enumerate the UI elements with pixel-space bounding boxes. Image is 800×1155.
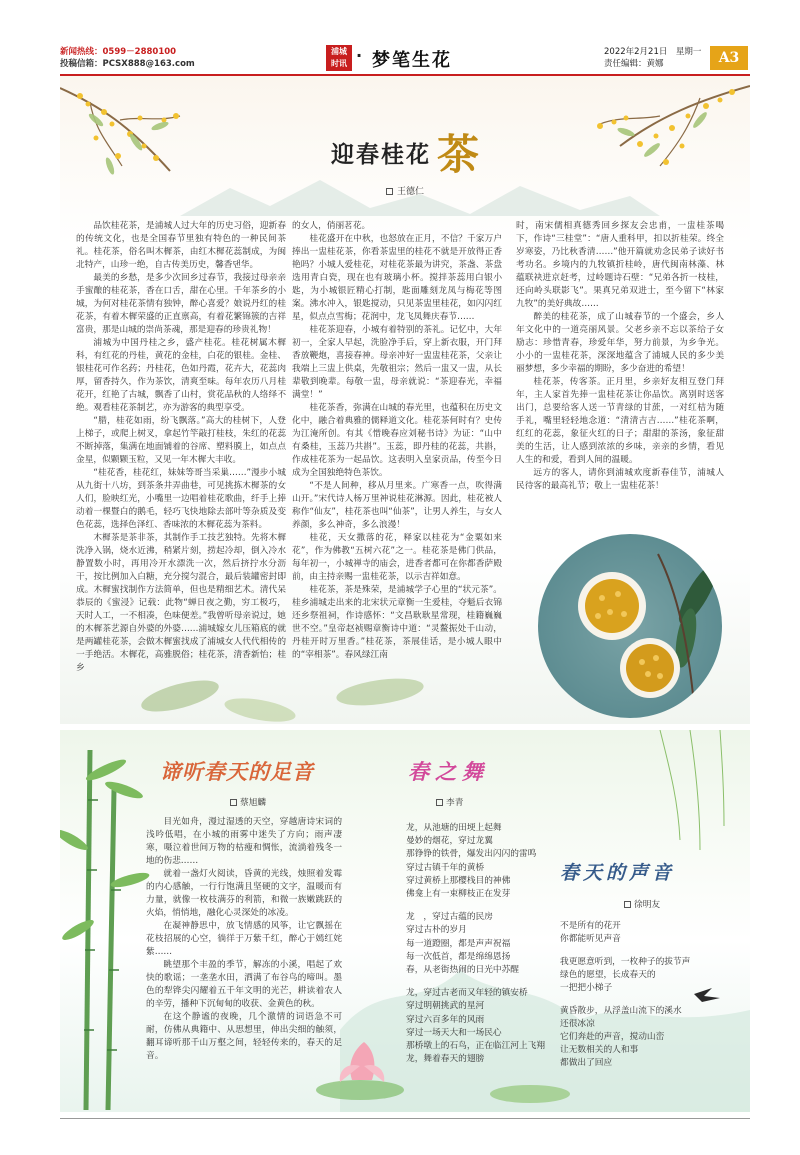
poem-line: 那桥墩上的石鸟，正在临江河上飞翔 (406, 1041, 545, 1052)
paragraph: 在这个静谧的夜晚，几个激情的词语急不可耐，仿佛从典籍中、从思想里，伸出尖细的触须，翻耳谛听那千山万壑之间，轻轻传来的，春天的足音。 (146, 1012, 342, 1061)
poem-line: 穿过黄桥上那樱栈目的神佛 (406, 875, 511, 886)
poem-line: 都做出了回应 (560, 1058, 613, 1068)
editor-credit: 责任编辑：黄娜 (604, 59, 664, 69)
poem-line: 一把把小梯子 (560, 983, 613, 993)
poem-line: 曼妙的烟花，穿过龙翼 (406, 836, 493, 847)
poem-3-author-name: 徐明友 (634, 900, 661, 910)
poem-2-body (406, 822, 556, 1076)
poem-1-author (230, 796, 266, 808)
stanza (406, 987, 556, 1066)
poem-2-author-name: 李青 (446, 798, 464, 808)
hotline-label: 新闻热线： (60, 47, 103, 57)
article-title-calligraphy: 茶 (436, 130, 479, 179)
paragraph: 眺望那个丰盈的季节，解冻的小溪，唱起了欢快的歌谣；一垄垄水田，洒满了布谷鸟的啼叫。墨色的犁铧尖闪耀着五千年文明的光芒，耕读着农人的辛劳，播种下沉甸甸的收获、金黄色的秋。 (146, 960, 342, 1009)
article-column-3 (516, 220, 724, 536)
paragraph: 就着一盏灯火阅读，昏黄的光线，烛照着发霉的内心感触，一行行饱满且坚硬的文字，温暖而有力量，就像一枚枝满芬的利箭，和微一族嫩跳跃的火焰，悄悄地，融化心灵深处的冰凌。 (146, 869, 342, 918)
hotline-number: 0599－2880100 (102, 47, 177, 57)
poem-1-body (146, 816, 342, 1063)
poem-line: 穿过一场天大和一场民心 (406, 1027, 502, 1038)
poem-line: 穿过六百多年的风雨 (406, 1014, 485, 1025)
poetry-section (60, 730, 750, 1112)
poem-line: 黄昏散步，从浮盖山流下的溪水 (560, 1006, 682, 1016)
poem-line: 让无数相关的人和事 (560, 1045, 639, 1055)
feature-article (60, 76, 750, 724)
poem-line: 还很冰凉 (560, 1019, 595, 1029)
poem-2-author (436, 796, 463, 808)
byline-box-icon (624, 901, 631, 908)
byline-box-icon (386, 188, 393, 195)
paragraph: 桂花，天女撒落的花，释家以桂花为“金粟如来花”，作为佛教“五树六花”之一。桂花茶是佛门供品，每年初一，小城禅寺的庙会，进香者都可在你都香萨殿前，由主持亲赐一盅桂花茶，以示吉祥如意。 (292, 533, 502, 582)
paragraph: 醉美的桂花茶，成了山城春节的一个盛会，乡人年文化中的一道亮丽风景。父老乡亲不忘以茶给子女励志：珍惜青春，珍爱年华，努力前景，为乡争光。小小的一盅桂花茶，深深地蕴含了浦城人民的多少美丽梦想，多少幸福的期盼，多少奋进的希望！ (516, 312, 724, 374)
poem-line: 佛龛上有一束柳枝正在发芽 (406, 889, 511, 900)
tea-bowls-illustration (538, 534, 722, 718)
poem-line: 穿过古镇千年的黄桥 (406, 862, 485, 873)
paragraph: 桂花茶香，弥满在山城的春光里，也蕴积在历史文化中，融合着典雅的儒释道文化。桂花茶何时有？史传为江淹所创。有其《惜晚春应刘秘书诗》为证：“山中有桑桂，玉蕊乃共斟”。玉蕊，即丹桂的花蕊，共斟，作成桂花茶为一起品饮。这表明入皇家贡品，传至今日成为全国独绝特色茶饮。 (292, 403, 502, 478)
paragraph: 目光如舟，漫过湿透的天空，穿越唐诗宋词的浅吟低唱，在小城的雨雾中迷失了方向；雨声凄寒，嗫泣着世间万物的枯瘦和惆怅，流淌着残冬一地的伤悲…… (146, 817, 342, 866)
paragraph: 时，南宋儒相真德秀回乡探友会忠甫，一盅桂茶喝下，作诗“三桂堂”：“唐人重科甲，扣以折桂荣。终全岁寒姿，乃比秋香清……”他开篇就劝念民弟子读好书考功名。乡境内的九牧镇折桂岭，唐代闽南林藻、林蕴联袂进京赶考，过岭题诗石壁：“兄弟各折一枝桂，还向岭头联影飞”。果真兄弟双进士，至今留下“林家九牧”的美好典故…… (516, 221, 724, 309)
byline-box-icon (230, 799, 237, 806)
poem-line: 龙 ，穿过古蕴的民房 (406, 912, 493, 923)
issue-date: 2022年2月21日 星期一 (604, 47, 702, 57)
stanza (560, 956, 730, 995)
separator-dot: · (356, 46, 363, 65)
article-column-2 (292, 220, 502, 716)
paragraph: “桂花香，桂花红，妹妹等哥当采巢……”漫步小城从九街十八坊，到茶条井弄曲巷，可见挑拣木樨茶的女人们，脸映红光，小嘴里一边唱着桂花歌曲，纤手上捧动着一棵暨白的鹅毛，轻巧飞快地除去部叶等杂质及变色花蕊，选择色泽红、香味浓的木樨花蕊为茶料。 (76, 468, 286, 530)
email-label: 投稿信箱： (60, 59, 103, 69)
page-number-badge: A3 (710, 46, 748, 70)
byline-box-icon (436, 799, 443, 806)
paragraph: 桂花茶迎春，小城有着特别的茶礼。记忆中，大年初一，全家人早起，洗脸净手后，穿上新衣服，开门拜香放鞭炮，喜接春神。母亲冲好一盅盅桂花茶，父亲让我端上三盅上供桌，先敬祖宗；然后一盅又一盅，从长辈敬到晚辈。每敬一盅，母亲就说：“茶迎春光，幸福满堂！” (292, 325, 502, 400)
poem-line: 它们奔赴的声音，搅动山峦 (560, 1032, 665, 1042)
osmanthus-tea-photo (538, 534, 722, 718)
poem-line: 龙，舞着春天的翅膀 (406, 1054, 485, 1065)
stanza (560, 1005, 730, 1070)
stanza (406, 911, 556, 977)
poem-line: 穿过明朝挑武的星河 (406, 1001, 485, 1012)
article-title: 迎春桂花 (330, 140, 431, 168)
paragraph: 浦城为中国丹桂之乡，盛产桂花。桂花树属木樨科，有红花的丹桂，黄花的金桂，白花的银桂。金桂、银桂花可作名药；丹桂花，色如丹霞，花卉大，花蕊肉厚，留香持久，作为茶饮，清爽至味。每年农历八月桂花开，红艳了古城，飘香了山村，赏花品秋的人络绎不绝。观看桂花茶制艺，亦为游客的典型享受。 (76, 338, 286, 413)
paragraph: 的女人，俏丽茗花。 (292, 221, 371, 231)
paragraph: 木樨茶是茶非茶，其制作手工技艺独特。先将木樨洗净入锅，烧水近沸，稍紧片刻，捞起冷却，倒入冷水静置数小时，再用冷开水漂洗一次，然后挤拧水分沥干，按比例加入白糖，充分搅匀混合，最后装罐密封即成。木樨蜜找制作方法简单，但也是精细艺术。清代呆恭辰的《蜜浸》记载：此物“蝉日夜之勤，穷工极巧，天时人工，一不相凑，色味便差。”我曾听母亲说过，她的木樨茶艺源自外婆的外婆……浦城嫁女儿压箱底的就是两罐桂花茶，会做木樨蜜找成了浦城女人代代相传的一手绝活。木樨花，高雅脱俗；桂花茶，清香新怡；桂乡 (76, 533, 286, 673)
column-name: 梦笔生花 (372, 50, 452, 71)
page-header (60, 44, 750, 74)
poem-3-body (560, 920, 730, 1080)
paragraph: “不是人间种，移从月里来。广寒香一点，吹得满山开。”宋代诗人杨万里神说桂花淋源。因此，桂花被人称作“仙友”，桂花茶也叫“仙茶”，让男人养生，与女人养颜，多么神奇，多么浪漫！ (292, 481, 502, 530)
stanza (406, 822, 556, 901)
email-address[interactable]: PCSX888@163.com (102, 59, 195, 69)
headline (60, 122, 750, 182)
poem-line: 那铮铮的铁骨，爆发出闪闪的雷鸣 (406, 849, 537, 860)
poem-1-author-name: 蔡旭麟 (240, 798, 267, 808)
paragraph: 桂花茶，茶是殊荣，是浦城学子心里的“状元茶”。桂乡浦城走出来的北宋状元章衡一生爱桂，夺魁后衣锦还乡祭祖祠，作诗感怀：“文昌耿耿星常现，桂籍巍巍世不空。”皇帝赵祯赐章衡诗中道：“灵鳌振处千山动，丹桂开时万里香。”桂花茶，茶展佳话，是小城人眼中的“宰相茶”。春风绿江南 (292, 585, 502, 660)
author-name: 王德仁 (396, 187, 424, 197)
paragraph: 最美的乡愁，是多少次回乡过春节，我接过母亲亲手蜜酿的桂花茶，香在口舌，甜在心里。千年茶乡的小城，为何对桂花茶情有独钟，醉心喜爱？娘说丹红的桂花茶，有着木樨荣盛的正直禀高，有着花繁锦簇的吉祥富贵，那是山城的崇尚茶魂，那是迎春的珍贵礼物！ (76, 273, 286, 335)
poem-line: 不是所有的花开 (560, 921, 621, 931)
stanza (560, 920, 730, 946)
poem-line: 绿色的愿望，长成春天的 (560, 970, 656, 980)
footer-rule (60, 1118, 750, 1119)
poem-2-title: 春之舞 (408, 759, 489, 784)
poem-line: 春，从老街热闹的日光中苏醒 (406, 965, 519, 976)
poem-3-author (624, 898, 660, 910)
article-column-1 (76, 220, 286, 716)
poem-line: 每一次低首，都是绵绵恩扬 (406, 951, 511, 962)
poem-line: 龙，从池塘的田埂上起舞 (406, 823, 502, 833)
poem-1-title: 谛听春天的足音 (160, 759, 314, 784)
issue-info (604, 46, 701, 70)
byline (60, 184, 750, 197)
poem-line: 我更愿意听到，一枚种子的拔节声 (560, 957, 691, 967)
poem-line: 你都能听见声音 (560, 934, 621, 944)
poem-line: 龙，穿过古老而又年轻的镇安桥 (406, 988, 528, 999)
paragraph: 品饮桂花茶，是浦城人过大年的历史习俗，迎新春的传统文化，也是全国春节里独有特色的一种民间茶礼。桂花茶，俗名叫木樨茶，由红木樨花蕊制成，为闽北特产，山珍一绝，自古传美历史，馨香댄华。 (76, 221, 286, 270)
badge-line-1: 浦城 (331, 47, 347, 56)
paragraph: 远方的客人，请你到浦城欢度新春佳节，浦城人民待客的最高礼节；敬上一盅桂花茶！ (516, 468, 724, 491)
paragraph: 桂花盛开在中秋，也怒放在正月，不信？千家万户捧出一盅桂花茶，你看茶盅里的桂花不就是开放得正香艳吗？小城人爱桂花，对桂花茶最为讲究，茶盏、茶盘选用青白瓷，现在也有玻璃小杯。搅拌茶蕊用白银小匙，为小城银匠精心打制，匙面雕刻龙凤与梅花等图案。沸水冲入，银匙搅动，只见茶盅里桂花，如闪闪红星，似点点雪梅；花润中，龙飞凤舞庆春节…… (292, 234, 502, 322)
newspaper-badge (326, 45, 352, 71)
paragraph: 在凝神静思中，放飞情感的风筝，让它飘摇在花枝招展的心空，徜徉于万紫千红，醉心于嫣红姹紫…… (146, 921, 342, 957)
contact-info (60, 46, 195, 70)
poem-3-title: 春天的声音 (560, 862, 676, 884)
poem-line: 穿过古朴的岁月 (406, 925, 467, 936)
poem-line: 每一道蹬圈，都是声声祝福 (406, 938, 511, 949)
paragraph: 桂花茶，传客茶。正月里，乡亲好友相互登门拜年，主人家首先捧一盅桂花茶让你品饮。离别时送客出门，总要给客人送一节青绿的甘蔗，一对红桔为随手礼，嘴里轻轻地念道：“清清吉吉……”桂花茶啊，红红的花蕊，象征火红的日子；甜甜的茶汤，象征甜美的生活，让人感到浓浓的乡味，亲亲的乡情，看见人生的和爱，看到人间的温暖。 (516, 377, 724, 465)
badge-line-2: 时讯 (331, 59, 347, 68)
paragraph: “腊，桂花如雨，纷飞飘落。”高大的桂树下，人登上梯子，或爬上树叉，拿起竹竿敲打桂枝，朱红的花蕊不断掉落，集满在地面铺着的谷席、塑料膜上，如点点金星，似颗颗玉粒，又见一年木樨大丰收。 (76, 416, 286, 465)
